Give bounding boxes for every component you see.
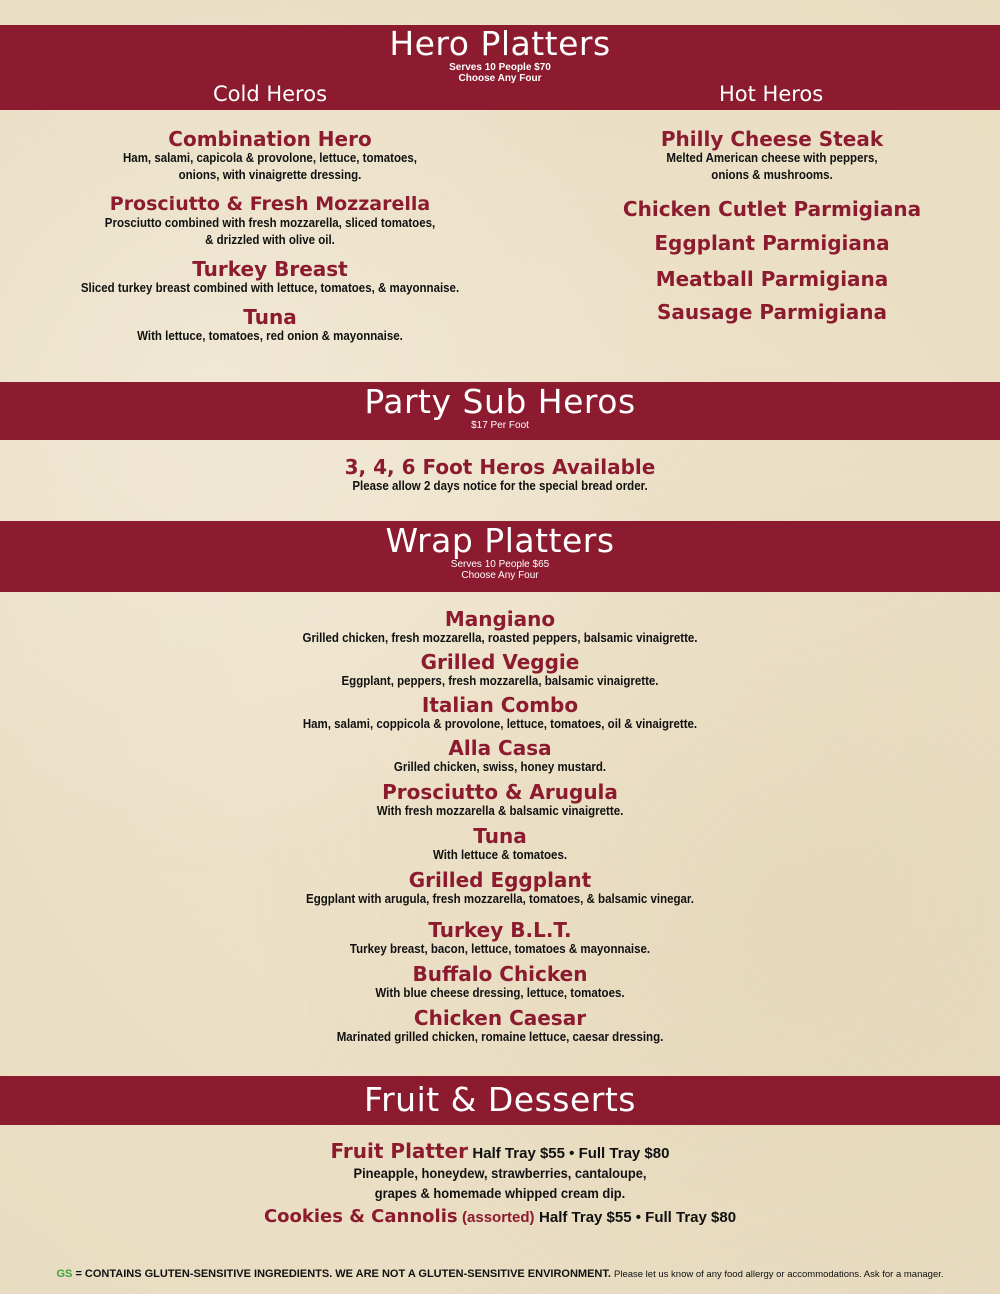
item-name: Grilled Eggplant bbox=[408, 868, 592, 892]
item-name: Cookies & Cannolis bbox=[263, 1206, 458, 1227]
item-description: grapes & homemade whipped cream dip. bbox=[374, 1185, 626, 1201]
item-name: Prosciutto & Fresh Mozzarella bbox=[109, 193, 431, 215]
menu-item bbox=[0, 869, 1000, 908]
item-description: With fresh mozzarella & balsamic vinaigrette. bbox=[376, 804, 624, 818]
item-name: Combination Hero bbox=[168, 127, 372, 151]
section-title: Wrap Platters bbox=[385, 521, 615, 560]
menu-item bbox=[0, 781, 1000, 820]
item-description: Melted American cheese with peppers, bbox=[666, 151, 878, 165]
item-description: Eggplant with arugula, fresh mozzarella, tomatoes, & balsamic vinegar. bbox=[306, 892, 694, 906]
item-name: Alla Casa bbox=[448, 736, 552, 760]
item-name: Meatball Parmigiana bbox=[655, 267, 889, 291]
cold-heros-heading: Cold Heros bbox=[213, 82, 328, 106]
wrap-list bbox=[0, 608, 1000, 1046]
item-description: Pineapple, honeydew, strawberries, cantaloupe, bbox=[353, 1165, 647, 1181]
item-name: Sausage Parmigiana bbox=[657, 300, 887, 324]
item-name: Turkey B.L.T. bbox=[428, 918, 572, 942]
menu-item bbox=[0, 737, 1000, 776]
section-title: Hero Platters bbox=[389, 24, 611, 63]
hero-platters-banner bbox=[0, 25, 1000, 110]
fruit-platter-item bbox=[0, 1140, 1000, 1163]
wrap-platters-banner bbox=[0, 521, 1000, 592]
gluten-notice bbox=[0, 1268, 1000, 1280]
item-name: Chicken Caesar bbox=[413, 1006, 587, 1030]
section-price: Serves 10 People $65 bbox=[450, 559, 550, 570]
cookies-cannolis-item bbox=[0, 1206, 1000, 1228]
item-description: Please allow 2 days notice for the special bread order. bbox=[352, 479, 648, 493]
item-price: Half Tray $55 • Full Tray $80 bbox=[472, 1145, 670, 1162]
menu-item bbox=[0, 694, 1000, 733]
item-name: Eggplant Parmigiana bbox=[654, 231, 890, 255]
section-price: $17 Per Foot bbox=[471, 420, 529, 431]
gs-label: GS bbox=[56, 1268, 73, 1280]
cold-heros-list bbox=[20, 128, 520, 345]
menu-item bbox=[20, 306, 520, 345]
item-name: Tuna bbox=[473, 824, 527, 848]
item-name: Tuna bbox=[243, 305, 297, 329]
menu-item bbox=[20, 258, 520, 297]
gluten-warning: = CONTAINS GLUTEN-SENSITIVE INGREDIENTS. WE ARE NOT A GLUTEN-SENSITIVE ENVIRONMENT. bbox=[75, 1268, 611, 1280]
item-name: Mangiano bbox=[444, 607, 556, 631]
item-name: Buffalo Chicken bbox=[412, 962, 588, 986]
menu-item bbox=[20, 128, 520, 184]
item-description: Grilled chicken, swiss, honey mustard. bbox=[393, 760, 607, 774]
item-description: Sliced turkey breast combined with lettuce, tomatoes, & mayonnaise. bbox=[80, 281, 460, 295]
party-sub-item bbox=[0, 456, 1000, 495]
item-name: Philly Cheese Steak bbox=[660, 127, 884, 151]
fruit-desserts-list bbox=[0, 1140, 1000, 1228]
hot-heros-heading: Hot Heros bbox=[719, 82, 824, 106]
menu-item bbox=[20, 193, 520, 249]
item-description: With blue cheese dressing, lettuce, tomatoes. bbox=[375, 986, 625, 1000]
menu-item bbox=[0, 608, 1000, 647]
item-description: & drizzled with olive oil. bbox=[205, 233, 335, 247]
item-description: Ham, salami, capicola & provolone, lettuce, tomatoes, bbox=[123, 151, 417, 165]
item-name: 3, 4, 6 Foot Heros Available bbox=[344, 455, 656, 479]
menu-item bbox=[0, 825, 1000, 864]
item-name: Fruit Platter bbox=[330, 1139, 468, 1163]
menu-item bbox=[0, 651, 1000, 690]
item-description: onions, with vinaigrette dressing. bbox=[178, 168, 362, 182]
item-name: Italian Combo bbox=[421, 693, 579, 717]
item-name: Turkey Breast bbox=[192, 257, 348, 281]
allergy-note: Please let us know of any food allergy or accommodations. Ask for a manager. bbox=[614, 1269, 944, 1280]
item-description: onions & mushrooms. bbox=[711, 168, 833, 182]
hot-heros-list bbox=[522, 128, 1000, 323]
item-name: Prosciutto & Arugula bbox=[382, 780, 618, 804]
item-note: (assorted) bbox=[462, 1209, 535, 1226]
section-choose: Choose Any Four bbox=[458, 73, 542, 84]
item-description: Marinated grilled chicken, romaine lettuce, caesar dressing. bbox=[336, 1030, 664, 1044]
menu-item bbox=[522, 128, 1000, 184]
menu-item bbox=[0, 1007, 1000, 1046]
section-title: Party Sub Heros bbox=[364, 382, 636, 421]
item-description: Eggplant, peppers, fresh mozzarella, balsamic vinaigrette. bbox=[341, 674, 659, 688]
menu-item bbox=[0, 919, 1000, 958]
item-price: Half Tray $55 • Full Tray $80 bbox=[539, 1209, 737, 1226]
item-description: With lettuce & tomatoes. bbox=[432, 848, 568, 862]
menu-item bbox=[0, 963, 1000, 1002]
item-description: Prosciutto combined with fresh mozzarella, sliced tomatoes, bbox=[104, 216, 436, 230]
section-title: Fruit & Desserts bbox=[364, 1080, 636, 1119]
item-description: Turkey breast, bacon, lettuce, tomatoes & mayonnaise. bbox=[349, 942, 651, 956]
section-choose: Choose Any Four bbox=[461, 570, 539, 581]
item-name: Chicken Cutlet Parmigiana bbox=[622, 197, 922, 221]
party-sub-banner bbox=[0, 382, 1000, 440]
section-price: Serves 10 People $70 bbox=[449, 62, 551, 73]
fruit-desserts-banner bbox=[0, 1076, 1000, 1125]
item-description: With lettuce, tomatoes, red onion & mayonnaise. bbox=[137, 329, 403, 343]
item-description: Grilled chicken, fresh mozzarella, roasted peppers, balsamic vinaigrette. bbox=[302, 631, 698, 645]
item-name: Grilled Veggie bbox=[420, 650, 580, 674]
item-description: Ham, salami, coppicola & provolone, lettuce, tomatoes, oil & vinaigrette. bbox=[302, 717, 698, 731]
